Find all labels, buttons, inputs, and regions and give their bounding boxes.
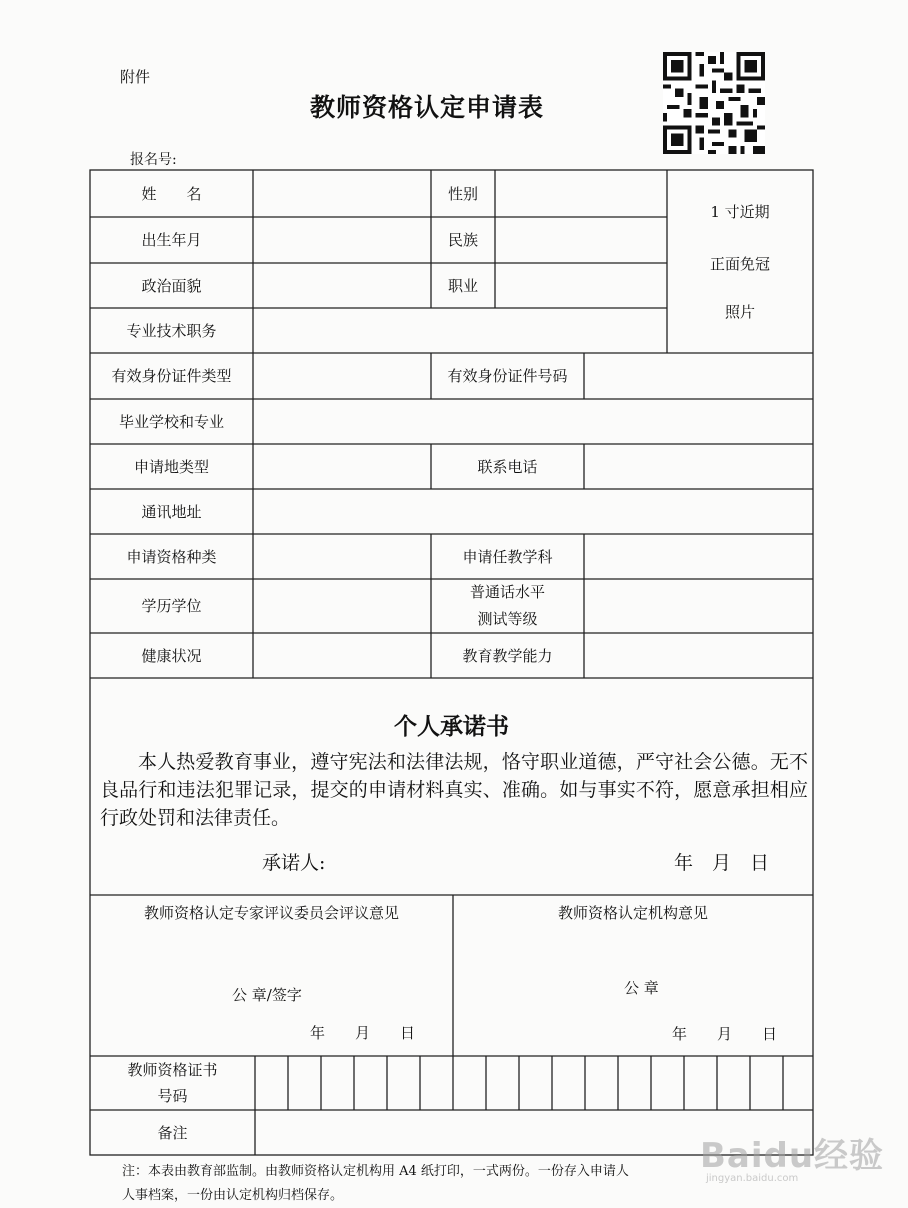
education-field[interactable] [254,580,430,632]
ethnicity-field[interactable] [496,218,666,262]
watermark-url: jingyan.baidu.com [706,1173,799,1184]
id-number-field[interactable] [585,354,812,398]
education-label: 学历学位 [141,597,202,615]
occupation-field[interactable] [496,264,666,307]
mandarin-level-field[interactable] [585,580,812,632]
footer-note [122,1160,782,1208]
address-field[interactable] [254,490,812,533]
health-field[interactable] [254,634,430,677]
mandarin-level-line-2: 测试等级 [477,610,538,628]
birth-field[interactable] [254,218,430,262]
subject-field[interactable] [585,535,812,578]
baidu-watermark [700,1128,884,1184]
phone-field[interactable] [585,445,812,488]
name-field[interactable] [254,171,430,216]
qr-code-icon [663,52,765,154]
pledge-signer-label: 承诺人: [262,852,326,874]
pledge-signature-field[interactable] [348,846,648,874]
id-number-label: 有效身份证件号码 [447,367,568,385]
birth-label: 出生年月 [141,231,202,249]
expert-opinion-title: 教师资格认定专家评议委员会评议意见 [143,904,399,922]
tech-title-field[interactable] [254,309,666,352]
pledge-title: 个人承诺书 [394,713,509,740]
health-label: 健康状况 [141,646,202,665]
teaching-ability-label: 教育教学能力 [462,646,553,665]
certificate-number-line-1: 教师资格证书 [127,1061,218,1079]
certificate-number-line-2: 号码 [157,1087,188,1105]
political-status-label: 政治面貌 [141,276,202,295]
photo-line-1: 1 寸近期 [710,203,770,221]
attachment-label: 附件 [120,68,151,86]
ethnicity-label: 民族 [447,231,478,249]
address-label: 通讯地址 [141,502,202,521]
phone-label: 联系电话 [477,457,538,476]
id-type-label: 有效身份证件类型 [111,367,232,385]
mandarin-level-line-1: 普通话水平 [469,583,545,601]
photo-box[interactable] [668,171,812,352]
gender-label: 性别 [447,184,478,203]
watermark-logo: Baidu经验 [700,1136,885,1176]
teaching-ability-field[interactable] [585,634,812,677]
apply-place-type-label: 申请地类型 [133,457,209,476]
registration-number-label: 报名号: [130,152,177,168]
expert-date: 年 月 日 [310,1024,416,1042]
photo-line-2: 正面免冠 [709,255,770,273]
certificate-number-boxes[interactable] [256,1057,812,1109]
apply-place-type-field[interactable] [254,445,430,488]
pledge-body: 本人热爱教育事业，遵守宪法和法律法规，恪守职业道德，严守社会公德。无不良品行和违法犯罪记录，提交的申请材料真实、准确。如与事实不符，愿意承担相应行政处罚和法律责任。 [100,751,808,829]
subject-label: 申请任教学科 [462,547,553,566]
agency-date: 年 月 日 [672,1025,778,1043]
footer-note-line-1: 注：本表由教育部监制。由教师资格认定机构用 A4 纸打印，一式两份。一份存入申请人 [122,1164,629,1179]
pledge-date: 年 月 日 [674,852,770,874]
remarks-label: 备注 [157,1123,188,1142]
name-label: 姓 名 [141,184,202,203]
qualification-type-label: 申请资格种类 [126,547,217,566]
tech-title-label: 专业技术职务 [126,321,217,340]
footer-note-line-2: 人事档案，一份由认定机构归档保存。 [122,1188,344,1203]
photo-line-3: 照片 [724,303,755,321]
expert-seal-label: 公 章/签字 [232,986,302,1004]
page-title: 教师资格认定申请表 [310,93,545,122]
occupation-label: 职业 [447,276,478,295]
agency-opinion-title: 教师资格认定机构意见 [557,904,708,922]
school-major-label: 毕业学校和专业 [118,412,224,431]
agency-seal-label: 公 章 [624,979,659,997]
id-type-field[interactable] [254,354,430,398]
gender-field[interactable] [496,171,666,216]
school-major-field[interactable] [254,400,812,443]
qualification-type-field[interactable] [254,535,430,578]
certificate-number-label [90,1056,255,1110]
political-status-field[interactable] [254,264,430,307]
mandarin-level-label [431,579,584,633]
